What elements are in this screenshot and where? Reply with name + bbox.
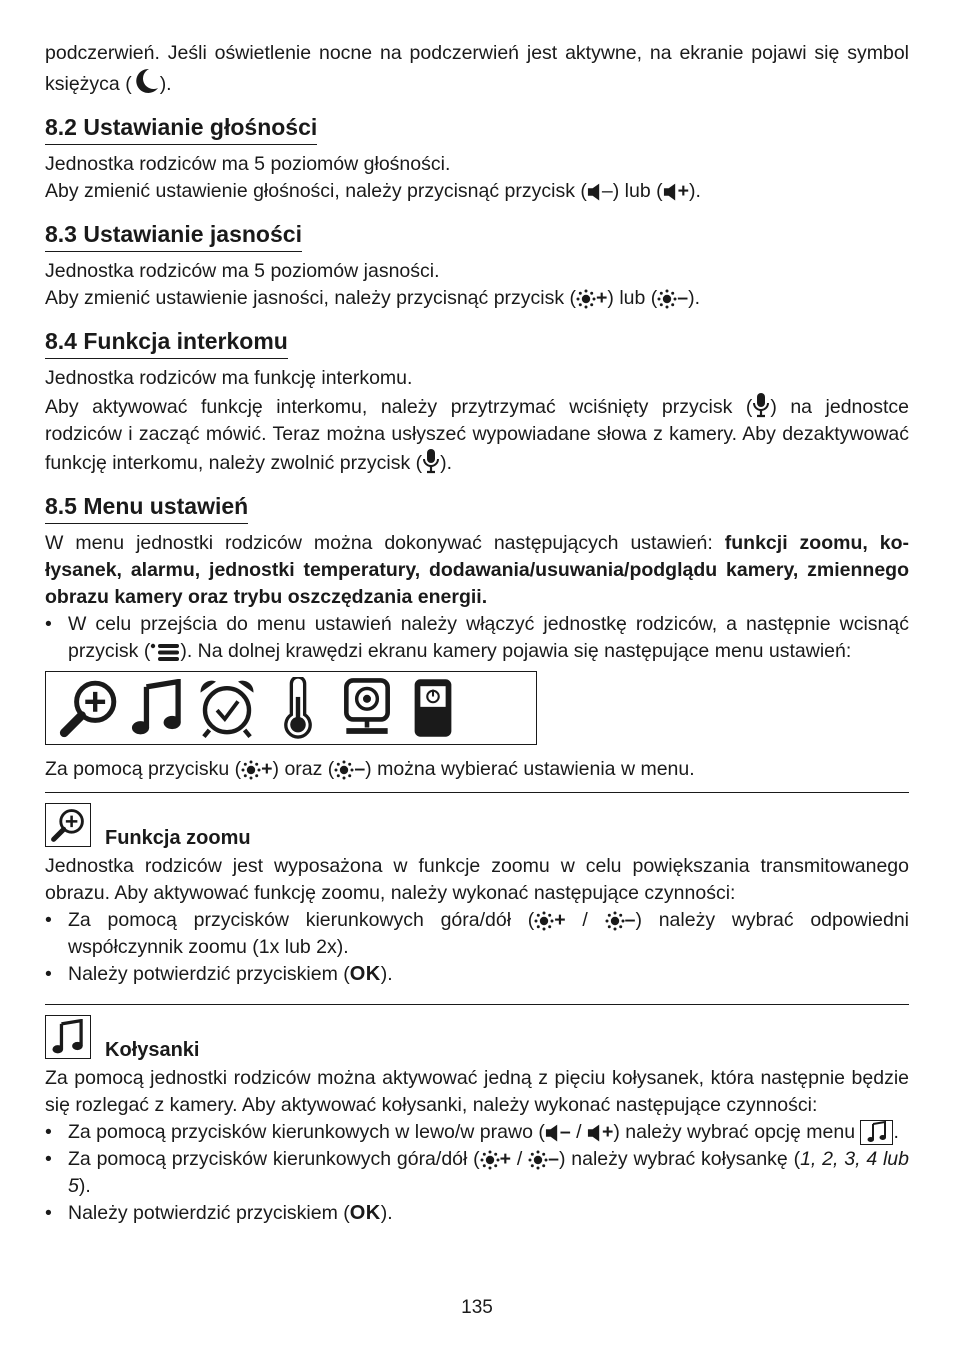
brightness-up-icon <box>534 911 554 931</box>
intercom-instructions: Aby aktywować funkcję interkomu, należy przytrzymać wciśnięty przycisk ( ) na jednostce rodziców i zacząć mówić. Teraz można usłyszeć wypowiadane słowa z kamery. Aby dezaktywować funkcję interkomu, należy zwolnić przycisk ( ). <box>45 392 909 477</box>
alarm-clock-icon <box>194 677 260 739</box>
section-settings-menu <box>45 491 909 783</box>
music-note-icon-box <box>860 1120 893 1145</box>
zoom-icon <box>58 677 120 739</box>
lullaby-title: Kołysanki <box>105 1039 200 1061</box>
brightness-levels-text: Jednostka rodziców ma 5 poziomów jasności. <box>45 260 440 282</box>
ok-button-label: OK <box>349 963 381 985</box>
brightness-down-icon <box>528 1150 548 1170</box>
music-note-icon-box <box>45 1015 91 1059</box>
divider <box>45 1004 909 1005</box>
music-note-icon <box>866 1121 888 1143</box>
zoom-bullet-confirm: • Należy potwierdzić przyciskiem (OK). <box>45 961 909 988</box>
moon-icon <box>132 67 160 95</box>
camera-icon <box>336 677 398 739</box>
section-title-volume: 8.2 Ustawianie głośności <box>45 112 317 145</box>
zoom-title: Funkcja zoomu <box>105 827 251 849</box>
menu-icon <box>150 642 180 662</box>
lullaby-bullet-confirm: • Należy potwierdzić przyciskiem (OK). <box>45 1200 909 1227</box>
brightness-up-icon <box>576 289 596 309</box>
lullaby-paragraph: Za pomocą jednostki rodziców można aktywować jedną z pięciu kołysanek, która następnie będzie się rozlegać z kamery. Aby aktywować kołysanki, należy wykonać następujące czynności: <box>45 1067 909 1116</box>
brightness-up-icon <box>480 1150 500 1170</box>
music-note-icon <box>50 1019 86 1055</box>
microphone-icon <box>752 392 770 418</box>
zoom-icon-box <box>45 803 91 847</box>
brightness-up-icon <box>241 760 261 780</box>
zoom-paragraph: Jednostka rodziców jest wyposażona w funkcje zoomu w celu powiększania transmitowanego obrazu. Aby aktywować funkcję zoomu, należy wykonać następujące czynności: <box>45 855 909 904</box>
intercom-feature-text: Jednostka rodziców ma funkcję interkomu. <box>45 367 413 389</box>
ok-button-label: OK <box>349 1202 381 1224</box>
menu-navigation-text: Za pomocą przycisku ( +) oraz ( –) można wybierać ustawienia w menu. <box>45 758 695 780</box>
brightness-down-icon <box>605 911 625 931</box>
volume-down-icon <box>545 1123 560 1143</box>
volume-instructions: Aby zmienić ustawienie głośności, należy przycisnąć przycisk ( –) lub ( +). <box>45 180 701 202</box>
section-volume <box>45 112 909 205</box>
microphone-icon <box>422 448 440 474</box>
zoom-icon <box>50 807 86 843</box>
brightness-down-icon <box>657 289 677 309</box>
brightness-instructions: Aby zmienić ustawienie jasności, należy przycisnąć przycisk ( +) lub ( –). <box>45 287 701 309</box>
power-save-icon <box>406 677 460 739</box>
lullaby-bullet-select-menu: • Za pomocą przycisków kierunkowych w lewo/w prawo ( – / +) należy wybrać opcję menu . <box>45 1119 909 1146</box>
settings-menu-paragraph: W menu jednostki rodziców można dokonywać następujących ustawień: funkcji zoomu, kołysanek, alarmu, jednostki temperatury, dodawania/usuwania/podglądu kamery, zmiennego obrazu kamery oraz trybu oszczędzania energii. <box>45 532 909 608</box>
intro-paragraph: podczerwień. Jeśli oświetlenie nocne na podczerwień jest aktywne, na ekranie pojawi się symbol księżyca ( ). <box>45 42 909 95</box>
music-note-icon <box>128 679 186 737</box>
volume-up-icon <box>587 1123 602 1143</box>
volume-levels-text: Jednostka rodziców ma 5 poziomów głośności. <box>45 153 451 175</box>
section-title-settings-menu: 8.5 Menu ustawień <box>45 491 248 524</box>
section-brightness <box>45 219 909 312</box>
section-intercom <box>45 326 909 477</box>
page-number: 135 <box>461 1297 493 1318</box>
thermometer-icon <box>268 677 328 739</box>
settings-menu-bar <box>45 671 537 745</box>
section-title-brightness: 8.3 Ustawianie jasności <box>45 219 302 252</box>
divider <box>45 792 909 793</box>
lullaby-heading <box>45 1015 909 1059</box>
brightness-down-icon <box>334 760 354 780</box>
zoom-heading <box>45 803 909 847</box>
menu-access-bullet: • W celu przejścia do menu ustawień należy włączyć jednostkę rodziców, a następnie wcisnąć przycisk ( ). Na dolnej krawędzi ekranu kamery pojawia się następujące menu ustawień: <box>45 611 909 665</box>
page-content <box>45 40 909 1227</box>
zoom-bullet-select: • Za pomocą przycisków kierunkowych góra/dół ( + / –) należy wybrać odpowiedni współczynnik zoomu (1x lub 2x). <box>45 907 909 961</box>
volume-down-icon <box>587 182 602 202</box>
lullaby-bullet-select-song: • Za pomocą przycisków kierunkowych góra/dół ( + / –) należy wybrać kołysankę (1, 2, 3, 4 lub 5). <box>45 1146 909 1200</box>
volume-up-icon <box>663 182 678 202</box>
section-title-intercom: 8.4 Funkcja interkomu <box>45 326 288 359</box>
